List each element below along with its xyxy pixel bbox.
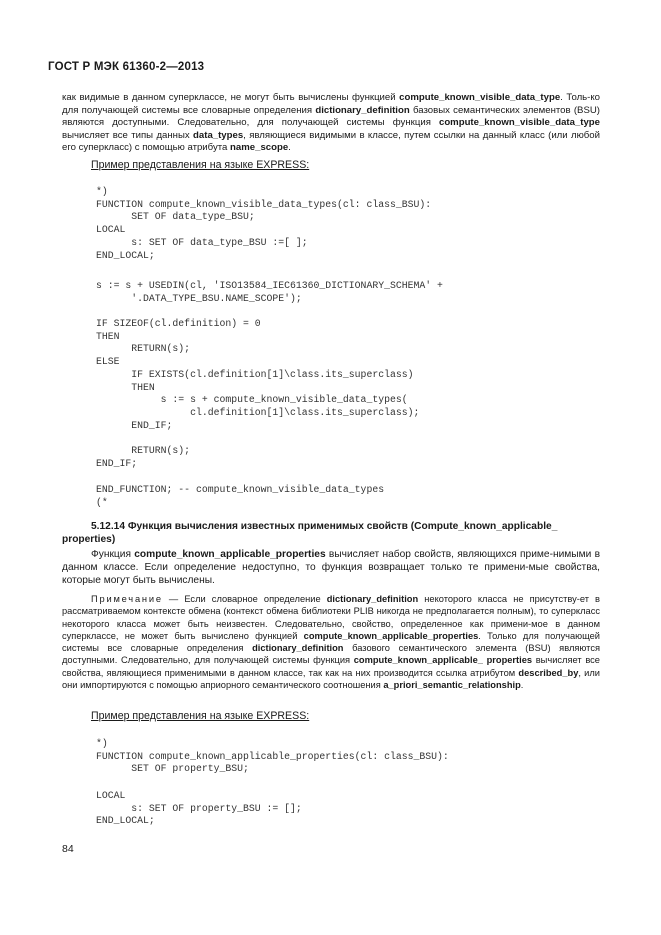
intro-text: как видимые в данном суперклассе, не могут быть вычислены функцией bbox=[62, 92, 400, 103]
section-text: вычисляет набор свойств, являющихся приме-нимыми в данном классе. Если определение недоступно, то функция возвращает только те примени-мые свойства, которые могут быть вычислены. bbox=[62, 549, 600, 586]
section-paragraph bbox=[62, 548, 600, 587]
intro-term: dictionary_definition bbox=[315, 104, 410, 116]
intro-term: data_types bbox=[193, 129, 244, 141]
intro-term: compute_known_visible_data_type bbox=[399, 92, 561, 103]
note-text: некоторого класса не присутству-ет в рассматриваемом контексте обмена (контекст обмена библиотеки PLIB никогда не предполагается полным), то суперкласс некоторого класса может быть неизвестен. Следовательно, свойство, определенное как примени-мое в данном суперклассе, не может быть вычислено функцией bbox=[62, 594, 601, 641]
note-term: described_by bbox=[518, 667, 579, 678]
intro-text: базовых семантических элементов (BSU) являются доступными. Следовательно, для получающей системы функция bbox=[62, 104, 600, 129]
code-block-declaration: *) FUNCTION compute_known_applicable_properties(cl: class_BSU): SET OF property_BSU; bbox=[96, 738, 449, 775]
example-title: Пример представления на языке EXPRESS: bbox=[91, 710, 310, 722]
document-header: ГОСТ Р МЭК 61360-2—2013 bbox=[48, 61, 205, 73]
code-block-local: LOCAL s: SET OF property_BSU := []; END_LOCAL; bbox=[96, 790, 302, 827]
section-heading: 5.12.14 Функция вычисления известных применимых свойств (Compute_known_applicable_ properties) bbox=[62, 521, 558, 545]
page-number: 84 bbox=[62, 843, 74, 855]
note-text: вычисляет все свойства, являющиеся применимыми в данном классе, так как на них производится ссылка атрибутом bbox=[62, 655, 600, 678]
note-term: compute_known_applicable_properties bbox=[303, 630, 479, 641]
section-term: compute_known_applicable_properties bbox=[134, 549, 326, 560]
code-block-declaration: *) FUNCTION compute_known_visible_data_types(cl: class_BSU): SET OF data_type_BSU; LOCAL s: SET OF data_type_BSU :=[ ]; END_LOCAL; bbox=[96, 186, 432, 261]
note-term: a_priori_semantic_relationship bbox=[383, 680, 521, 691]
intro-term: compute_known_visible_data_type bbox=[438, 117, 600, 129]
code-block-end-function: END_FUNCTION; -- compute_known_visible_data_types (* bbox=[96, 484, 385, 508]
intro-text: . bbox=[288, 142, 291, 154]
note-label: Примечание bbox=[91, 594, 163, 604]
note-text: — Если словарное определение bbox=[162, 594, 327, 604]
note-term: compute_known_applicable_ properties bbox=[353, 655, 533, 666]
note-term: dictionary_definition bbox=[252, 643, 344, 654]
code-block-if-else: IF SIZEOF(cl.definition) = 0 THEN RETURN(s); ELSE IF EXISTS(cl.definition[1]\class.its_superclass) THEN s := s + compute_known_visible_data_types( cl.definition[1]\class.its_superclass); END_IF; RETURN(s); END_IF; bbox=[96, 318, 420, 469]
example-title: Пример представления на языке EXPRESS: bbox=[91, 159, 310, 171]
note-paragraph bbox=[62, 593, 600, 691]
note-text: . Только для получающей системы все словарные определения bbox=[62, 630, 600, 654]
intro-paragraph bbox=[62, 92, 600, 155]
note-text: . bbox=[520, 680, 524, 691]
intro-text: , являющиеся видимыми в классе, путем ссылки на данный класс (или любой его суперкласс) с помощью атрибута bbox=[62, 129, 600, 154]
intro-term: name_scope bbox=[230, 142, 289, 154]
section-text: Функция bbox=[91, 549, 135, 560]
intro-text: . Толь-ко для получающей системы все словарные определения bbox=[62, 92, 601, 116]
note-text: базового семантического элемента (BSU) являются доступными. Следовательно, для получающей системы функция bbox=[62, 643, 601, 666]
intro-text: вычисляет все типы данных bbox=[62, 129, 194, 141]
code-block-usedin: s := s + USEDIN(cl, 'ISO13584_IEC61360_DICTIONARY_SCHEMA' + '.DATA_TYPE_BSU.NAME_SCOPE'); bbox=[96, 280, 443, 304]
note-text: , или они импортируются с помощью априорного семантического соотношения bbox=[62, 667, 600, 691]
note-term: dictionary_definition bbox=[326, 594, 419, 604]
